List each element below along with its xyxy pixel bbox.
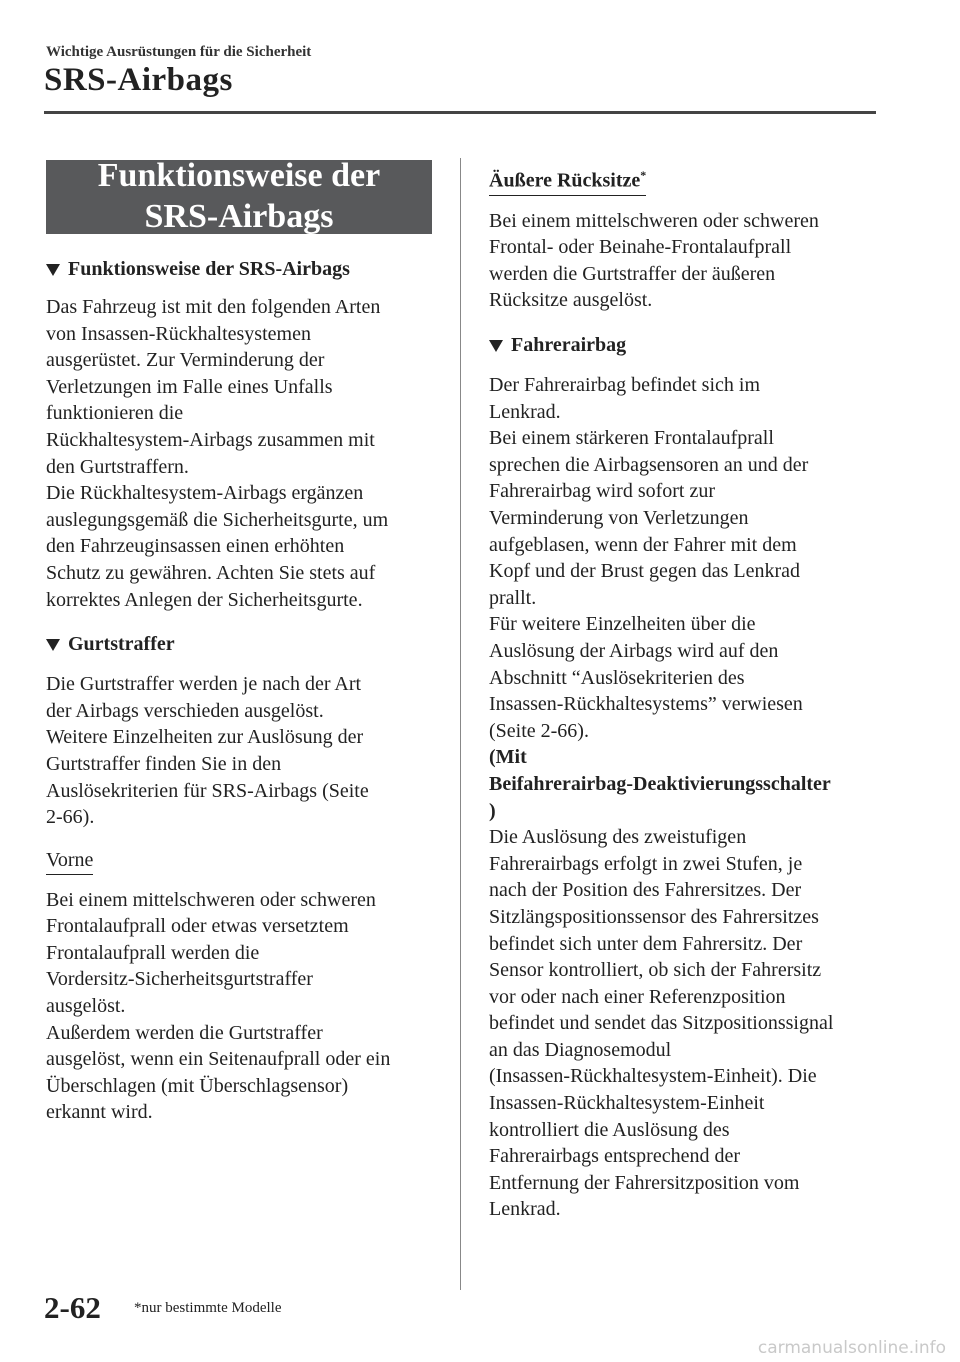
text-line: Rücksitze ausgelöst. — [489, 289, 653, 312]
subhead-fahrerairbag — [489, 332, 881, 358]
triangle-bullet-icon — [46, 639, 60, 651]
triangle-bullet-icon — [46, 264, 60, 276]
text-line: befindet sich unter dem Fahrersitz. Der — [489, 932, 803, 955]
right-column — [489, 160, 881, 1223]
footnote: *nur bestimmte Modelle — [134, 1300, 282, 1316]
subhead-text: Fahrerairbag — [511, 334, 627, 357]
text-line: Verminderung von Verletzungen — [489, 507, 749, 529]
text-line: Sitzlängspositionssensor des Fahrersitzes — [489, 905, 819, 928]
text-line: Bei einem mittelschweren oder schweren — [46, 888, 376, 911]
text-line: Auslösung der Airbags wird auf den — [489, 639, 779, 662]
triangle-bullet-icon — [489, 340, 503, 352]
footnote-marker: * — [640, 168, 647, 182]
text-line: Bei einem mittelschweren oder schweren — [489, 209, 819, 232]
text-line: Fahrerairbags erfolgt in zwei Stufen, je — [489, 852, 803, 875]
text-line: Der Fahrerairbag befindet sich im — [489, 374, 761, 397]
text-line: ausgelöst. — [46, 995, 126, 1018]
text-line: Vordersitz-Sicherheitsgurtstraffer — [46, 968, 313, 991]
header-rule — [44, 111, 876, 114]
text-line: Sensor kontrolliert, ob sich der Fahrersitz — [489, 959, 822, 982]
text-line: den Fahrzeuginsassen einen erhöhten — [46, 535, 345, 558]
text-line: Schutz zu gewähren. Achten Sie stets auf — [46, 561, 376, 584]
heading-text: Äußere Rücksitze — [489, 169, 641, 192]
text-line: Frontalaufprall oder etwas versetztem — [46, 915, 349, 938]
text-line: Gurtstraffer finden Sie in den — [46, 752, 282, 775]
text-line: Lenkrad. — [489, 1198, 561, 1221]
paragraph-intro — [46, 294, 434, 613]
subhead-text: Gurtstraffer — [68, 633, 175, 656]
text-line: Rückhaltesystem-Airbags zusammen mit — [46, 428, 375, 451]
text-line: Die Auslösung des zweistufigen — [489, 826, 747, 849]
bold-line: (Mit — [489, 746, 527, 769]
underlined-heading-vorne: Vorne — [46, 847, 93, 875]
underlined-heading-aeussere-ruecksitze — [489, 162, 646, 196]
text-line: Verletzungen im Falle eines Unfalls — [46, 375, 333, 398]
section-title-line1: Funktionsweise der — [97, 157, 381, 194]
text-line: korrektes Anlegen der Sicherheitsgurte. — [46, 588, 363, 611]
text-line: nach der Position des Fahrersitzes. Der — [489, 879, 802, 902]
text-line: Weitere Einzelheiten zur Auslösung der — [46, 726, 364, 749]
text-line: Außerdem werden die Gurtstraffer — [46, 1021, 323, 1044]
text-line: den Gurtstraffern. — [46, 455, 189, 478]
paragraph-ruecksitze — [489, 208, 881, 314]
text-line: Überschlagen (mit Überschlagsensor) — [46, 1074, 349, 1097]
text-line: Auslösekriterien für SRS-Airbags (Seite — [46, 779, 369, 802]
running-header-title: SRS-Airbags — [44, 62, 233, 98]
text-line: aufgeblasen, wenn der Fahrer mit dem — [489, 533, 797, 556]
left-column — [46, 157, 434, 1126]
text-line: Die Rückhaltesystem-Airbags ergänzen — [46, 482, 364, 505]
text-line: Kopf und der Brust gegen das Lenkrad — [489, 560, 801, 583]
text-line: (Seite 2-66). — [489, 719, 589, 742]
text-line: (Insassen-Rückhaltesystem-Einheit). Die — [489, 1065, 817, 1088]
subhead-funktionsweise — [46, 256, 434, 282]
text-line: an das Diagnosemodul — [489, 1038, 672, 1061]
text-line: funktionieren die — [46, 402, 184, 425]
bold-line: ) — [489, 799, 496, 822]
text-line: Für weitere Einzelheiten über die — [489, 613, 756, 636]
text-line: kontrolliert die Auslösung des — [489, 1118, 730, 1141]
running-header-kicker: Wichtige Ausrüstungen für die Sicherheit — [46, 44, 312, 60]
text-line: der Airbags verschieden ausgelöst. — [46, 699, 324, 722]
text-line: ausgelöst, wenn ein Seitenaufprall oder ein — [46, 1048, 391, 1071]
watermark: carmanualsonline.info — [757, 1338, 946, 1358]
paragraph-vorne — [46, 887, 434, 1126]
text-line: Bei einem stärkeren Frontalaufprall — [489, 427, 774, 450]
section-title-line2: SRS-Airbags — [144, 198, 334, 235]
text-line: Frontalaufprall werden die — [46, 941, 260, 964]
text-line: Lenkrad. — [489, 400, 561, 423]
text-line: Fahrerairbags entsprechend der — [489, 1145, 740, 1168]
text-line: Insassen-Rückhaltesystem-Einheit — [489, 1092, 765, 1115]
text-line: Fahrerairbag wird sofort zur — [489, 480, 716, 503]
page-number: 2-62 — [44, 1290, 101, 1325]
text-line: Entfernung der Fahrersitzposition vom — [489, 1171, 800, 1194]
text-line: von Insassen-Rückhaltesystemen — [46, 322, 311, 345]
text-line: ausgerüstet. Zur Verminderung der — [46, 349, 325, 372]
text-line: 2-66). — [46, 806, 95, 829]
text-line: Frontal- oder Beinahe-Frontalaufprall — [489, 236, 792, 259]
paragraph-fahrerairbag — [489, 372, 881, 1223]
text-line: Abschnitt “Auslösekriterien des — [489, 666, 745, 689]
text-line: erkannt wird. — [46, 1101, 153, 1124]
text-line: vor oder nach einer Referenzposition — [489, 985, 786, 1008]
subhead-text: Funktionsweise der SRS-Airbags — [68, 258, 350, 280]
text-line: sprechen die Airbagsensoren an und der — [489, 453, 809, 476]
text-line: Insassen-Rückhaltesystems” verwiesen — [489, 693, 803, 716]
text-line: Das Fahrzeug ist mit den folgenden Arten — [46, 296, 381, 318]
text-line: befindet und sendet das Sitzpositionssignal — [489, 1012, 834, 1035]
text-line: prallt. — [489, 586, 537, 609]
text-line: Die Gurtstraffer werden je nach der Art — [46, 673, 362, 696]
bold-line: Beifahrerairbag-Deaktivierungsschalter — [489, 772, 831, 795]
subhead-gurtstraffer — [46, 631, 434, 657]
text-line: auslegungsgemäß die Sicherheitsgurte, um — [46, 508, 389, 531]
text-line: werden die Gurtstraffer der äußeren — [489, 262, 776, 285]
section-title-box — [46, 157, 432, 235]
paragraph-gurtstraffer — [46, 671, 434, 831]
column-divider — [460, 158, 461, 1290]
